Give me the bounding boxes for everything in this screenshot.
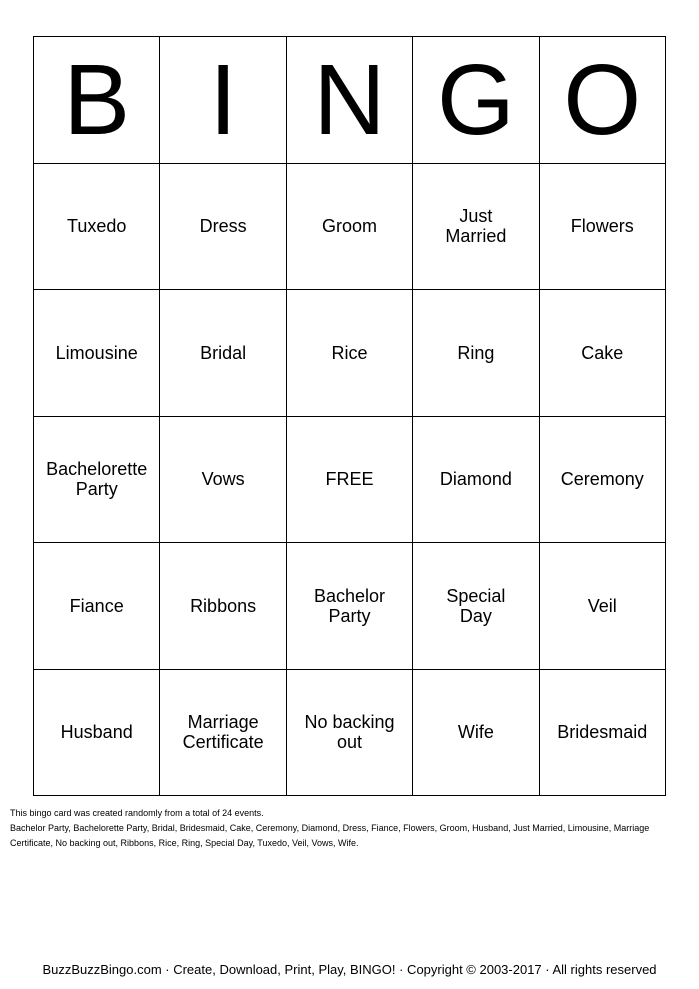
cell-text: Dress [199,216,247,237]
header-cell-b [34,37,160,164]
cell-text: Ribbons [190,595,257,616]
cell-text: Tuxedo [67,216,127,237]
bingo-cell [540,290,666,417]
header-letter-b: B [63,43,131,156]
cell-text: Fiance [69,595,124,616]
bingo-cell [160,290,286,417]
bingo-cell [540,543,666,670]
cell-text: No backing out [304,712,395,753]
bingo-cell [34,543,160,670]
header-cell-i [160,37,286,164]
bingo-cell [413,670,539,797]
bingo-cell [34,670,160,797]
header-cell-o [540,37,666,164]
cell-text: Diamond [439,469,512,490]
bingo-cell [540,670,666,797]
bingo-cell [413,417,539,544]
cell-text: Vows [201,469,245,490]
cell-text: Bridal [200,342,247,363]
cell-text: Rice [331,342,368,363]
bingo-cell [413,543,539,670]
bingo-cell [287,543,413,670]
header-letter-g: G [436,43,515,156]
cell-text: FREE [325,469,374,490]
bingo-cell [160,670,286,797]
cell-text: Bridesmaid [557,722,648,743]
cell-text: Wife [457,722,494,743]
cell-text: Groom [321,216,377,237]
header-cell-n [287,37,413,164]
bingo-cell [34,417,160,544]
bingo-cell [413,164,539,291]
cell-text: Bachelor Party [313,585,386,626]
cell-text: Limousine [55,342,138,363]
header-cell-g [413,37,539,164]
site-footer: BuzzBuzzBingo.com · Create, Download, Print, Play, BINGO! · Copyright © 2003-2017 · All rights reserved [42,962,657,977]
header-letter-o: O [563,43,642,156]
bingo-cell [287,290,413,417]
cell-text: Cake [581,342,624,363]
cell-text: Just Married [445,206,507,247]
bingo-cell [160,164,286,291]
cell-text: Flowers [570,216,634,237]
note-intro: This bingo card was created randomly from a total of 24 events. [10,808,264,818]
cell-text: Veil [587,595,617,616]
card-info-note [10,806,686,851]
note-events-list: Bachelor Party, Bachelorette Party, Bridal, Bridesmaid, Cake, Ceremony, Diamond, Dress, Fiance, Flowers, Groom, Husband, Just Married, Limousine, Marriage Certificate, No backing out, Ribbons, Rice, Ring, Special Day, Tuxedo, Veil, Vows, Wife. [10,823,650,848]
bingo-cell [413,290,539,417]
cell-text: Ring [457,342,495,363]
bingo-cell [34,164,160,291]
cell-text: Ceremony [560,469,644,490]
bingo-cell [287,164,413,291]
cell-text: Special Day [446,585,506,626]
bingo-cell [160,417,286,544]
cell-text: Bachelorette Party [46,459,148,500]
bingo-cell [287,670,413,797]
bingo-cell [540,164,666,291]
free-space-cell [287,417,413,544]
cell-text: Marriage Certificate [182,712,264,753]
bingo-cell [34,290,160,417]
bingo-cell [540,417,666,544]
header-letter-n: N [313,43,386,156]
bingo-cell [160,543,286,670]
bingo-card [33,36,666,796]
header-letter-i: I [209,43,237,156]
cell-text: Husband [60,722,133,743]
